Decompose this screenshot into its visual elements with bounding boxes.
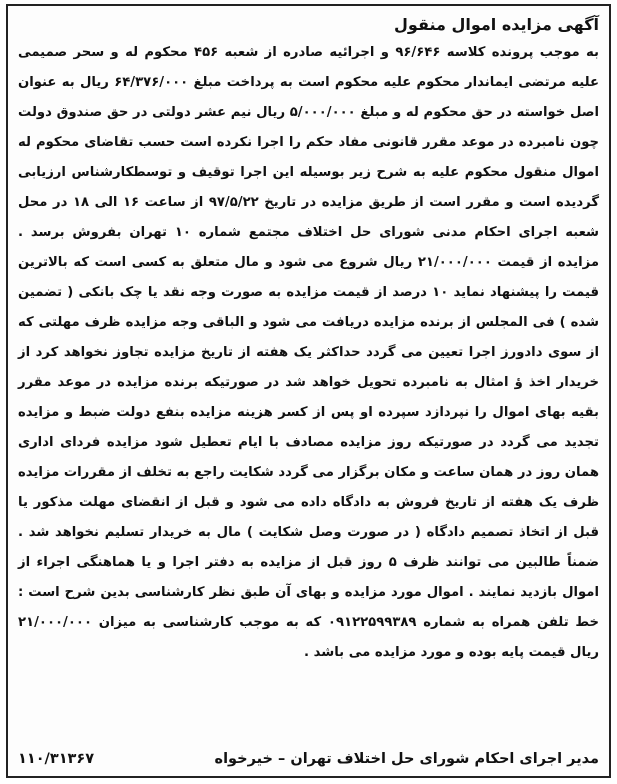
reference-number: ۱۱۰/۳۱۳۶۷ — [18, 751, 95, 767]
notice-body: به موجب پرونده کلاسه ۹۶/۶۴۶ و اجرائیه صادره از شعبه ۴۵۶ محکوم له و سحر صمیمی علیه مرتضی ایماندار محکوم علیه محکوم است به پرداخت مبلغ ۶۴/۳۷۶/۰۰۰ ریال به عنوان اصل خواسته در حق محکوم له و مبلغ ۵/۰۰۰/۰۰۰ ریال نیم عشر دولتی در حق صندوق دولت چون نامبرده در موعد مقرر قانونی مفاد حکم را اجرا نکرده است حسب تقاضای محکوم له اموال منقول محکوم علیه به شرح زیر بوسیله این اجرا توقیف و توسطکارشناس ارزیابی گردیده است و مقرر است از طریق مزایده در تاریخ ۹۷/۵/۲۲ از ساعت ۱۶ الی ۱۸ در محل شعبه اجرای احکام مدنی شورای حل اختلاف مجتمع شماره ۱۰ تهران بفروش برسد . مزایده از قیمت ۲۱/۰۰۰/۰۰۰ ریال شروع می شود و مال متعلق به کسی است که بالاترین قیمت را پیشنهاد نماید ۱۰ درصد از قیمت مزایده به صورت وجه نقد یا چک بانکی ( تضمین شده ) فی المجلس از برنده مزایده دریافت می شود و الباقی وجه مزایده ظرف مهلتی که از سوی دادورز اجرا تعیین می گردد حداکثر یک هفته از تاریخ مزایده تجاوز نخواهد کرد از خریدار اخذ ؤ امثال به نامبرده تحویل خواهد شد در صورتیکه برنده مزایده در موعد مقرر بقیه بهای اموال را نپردازد سپرده او پس از کسر هزینه مزایده بنفع دولت ضبط و مزایده تجدید می گردد در صورتیکه روز مزایده مصادف با ایام تعطیل شود مزایده فردای اداری همان روز در همان ساعت و مکان برگزار می گردد شکایت راجع به تخلف از مقررات مزایده ظرف یک هفته از تاریخ فروش به دادگاه داده می شود و قبل از انقضای مهلت مذکور یا قبل از اتخاذ تصمیم دادگاه ( در صورت وصل شکایت ) مال به خریدار تسلیم نخواهد شد . ضمناً طالبین می توانند ظرف ۵ روز قبل از مزایده به دفتر اجرا و یا هماهنگی اجراء از اموال بازدید نمایند . اموال مورد مزایده و بهای آن طبق نظر کارشناسی بدین شرح است : خط تلفن همراه به شماره ۰۹۱۲۲۵۹۹۳۸۹ که به موجب کارشناسی به میزان ۲۱/۰۰۰/۰۰۰ ریال قیمت پایه بوده و مورد مزایده می باشد . — [18, 45, 600, 660]
auction-notice — [6, 4, 611, 778]
notice-footer — [18, 748, 599, 770]
notice-title: آگهی مزایده اموال منقول — [394, 15, 599, 34]
signature: مدیر اجرای احکام شورای حل اختلاف تهران – خیرخواه — [214, 751, 599, 767]
